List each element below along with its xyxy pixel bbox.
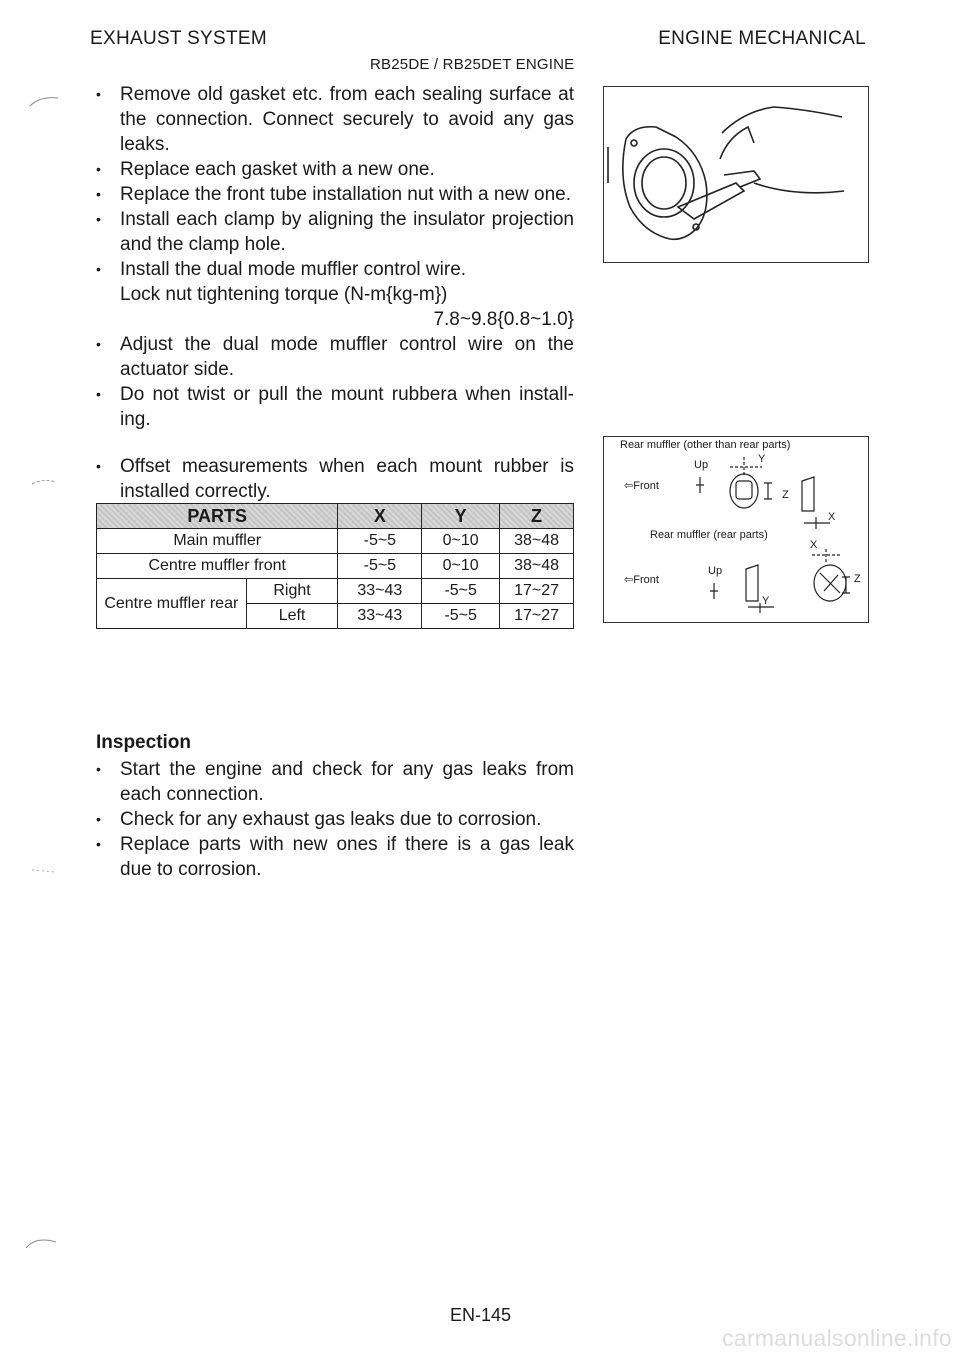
table-cell: -5~5: [338, 529, 422, 554]
table-cell: 0~10: [422, 554, 500, 579]
table-header: Z: [500, 504, 574, 529]
torque-value: 7.8~9.8{0.8~1.0}: [433, 309, 574, 330]
axis-label-x: X: [828, 511, 836, 523]
table-cell: Right: [246, 579, 338, 604]
front-text: Front: [633, 480, 659, 492]
scan-mark: [30, 474, 70, 490]
list-item: • Check for any exhaust gas leaks due to corrosion.: [96, 807, 574, 832]
up-label: Up: [694, 459, 709, 471]
table-cell: Left: [246, 604, 338, 629]
inspection-list: [96, 757, 574, 882]
offset-list: [96, 454, 574, 504]
axis-label-z: Z: [854, 573, 861, 585]
header-section-title: EXHAUST SYSTEM: [90, 28, 267, 49]
axis-label-y: Y: [762, 595, 770, 607]
instructions-column: [96, 82, 574, 504]
figure-caption: Rear muffler (rear parts): [650, 529, 768, 541]
list-item: • Replace the front tube installation nut with a new one.: [96, 182, 574, 207]
table-cell: Centre muffler rear: [97, 579, 247, 629]
table-cell: 38~48: [500, 554, 574, 579]
gasket-figure: [603, 86, 869, 263]
up-label: Up: [708, 565, 723, 577]
list-item-text: Install the dual mode muffler control wire.: [120, 259, 467, 280]
table-header: Y: [422, 504, 500, 529]
table-header-row: [97, 504, 574, 529]
scan-mark: [30, 862, 70, 878]
list-item: • Adjust the dual mode muffler control wire on the actuator side.: [96, 332, 574, 382]
front-arrow-icon: ⇦: [624, 480, 634, 492]
watermark: carmanualsonline.info: [721, 1325, 952, 1351]
list-item: • Remove old gasket etc. from each sealing surface at the connection. Connect securely to avoid any gas leaks.: [96, 82, 574, 157]
table-cell: -5~5: [338, 554, 422, 579]
list-item: • Replace parts with new ones if there is a gas leak due to corrosion.: [96, 832, 574, 882]
front-text: Front: [633, 574, 659, 586]
table-header: PARTS: [97, 504, 338, 529]
table-cell: 33~43: [338, 604, 422, 629]
scan-mark: [24, 1234, 64, 1254]
table-cell: -5~5: [422, 604, 500, 629]
table-cell: 38~48: [500, 529, 574, 554]
figure-caption: Rear muffler (other than rear parts): [620, 439, 791, 451]
table-row: [97, 554, 574, 579]
mount-rubber-drawings: [604, 437, 868, 622]
table-cell: 33~43: [338, 579, 422, 604]
list-item: • Start the engine and check for any gas leaks from each connection.: [96, 757, 574, 807]
header-chapter-title: ENGINE MECHANICAL: [658, 28, 866, 49]
table-row: [97, 579, 574, 604]
list-item: • Offset measurements when each mount rubber is installed correctly.: [96, 454, 574, 504]
inspection-heading: Inspection: [96, 732, 192, 753]
table-row: [97, 529, 574, 554]
table-cell: 0~10: [422, 529, 500, 554]
list-item: • Replace each gasket with a new one.: [96, 157, 574, 182]
inspection-section: [96, 730, 574, 882]
torque-label: Lock nut tightening torque (N-m{kg-m}): [120, 284, 448, 305]
page-number: EN-145: [450, 1305, 512, 1325]
header-engine-subtitle: RB25DE / RB25DET ENGINE: [370, 56, 575, 73]
axis-label-x: X: [810, 539, 818, 551]
table-cell: Centre muffler front: [97, 554, 338, 579]
list-item: • Install each clamp by aligning the insulator projection and the clamp hole.: [96, 207, 574, 257]
table-cell: 17~27: [500, 604, 574, 629]
installation-list: [96, 82, 574, 432]
axis-label-z: Z: [782, 489, 789, 501]
table-header: X: [338, 504, 422, 529]
mount-offset-figure: [603, 436, 869, 623]
scan-mark: [28, 92, 68, 112]
list-item: • Do not twist or pull the mount rubbera when install-ing.: [96, 382, 574, 432]
offset-table: [96, 503, 574, 629]
axis-label-y: Y: [758, 453, 766, 465]
gasket-illustration: [604, 87, 868, 262]
table-cell: -5~5: [422, 579, 500, 604]
table-cell: 17~27: [500, 579, 574, 604]
table-cell: Main muffler: [97, 529, 338, 554]
list-item: [96, 257, 574, 332]
front-arrow-icon: ⇦: [624, 574, 634, 586]
